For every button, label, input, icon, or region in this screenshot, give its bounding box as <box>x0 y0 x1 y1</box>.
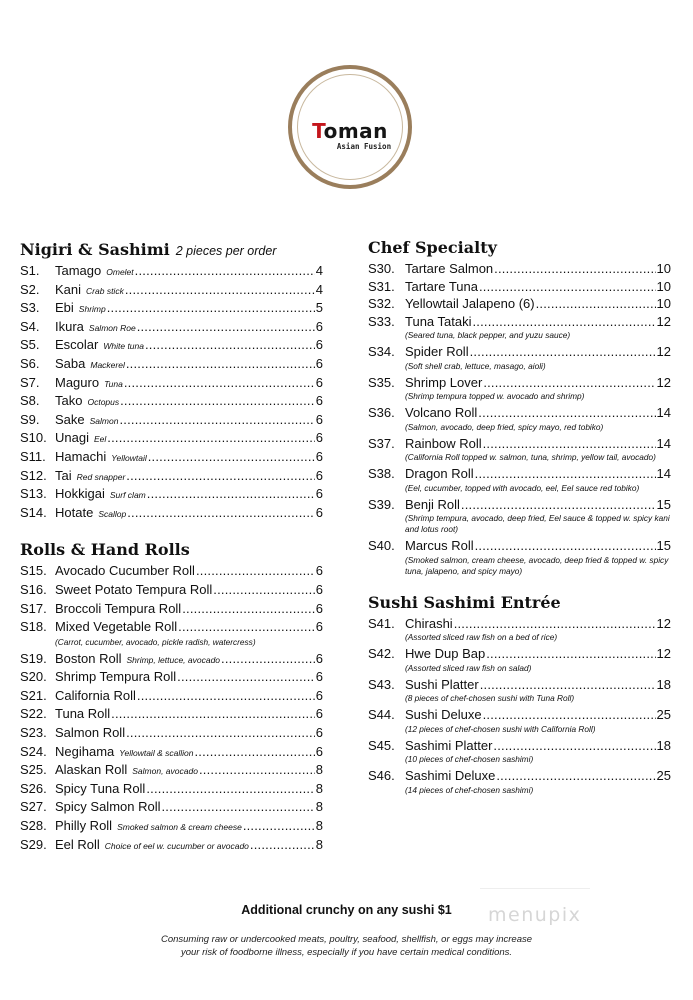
dot-leader <box>486 645 655 663</box>
dot-leader <box>107 429 315 448</box>
menu-item <box>20 817 323 836</box>
item-name: Tai <box>55 467 72 483</box>
logo-name <box>292 119 408 143</box>
dot-leader <box>120 392 315 411</box>
menu-item <box>20 355 323 374</box>
item-price: 25 <box>656 707 671 722</box>
item-name: Negihama <box>55 743 115 759</box>
item-code: S12. <box>20 467 47 483</box>
item-price: 14 <box>656 405 671 420</box>
dot-leader <box>125 281 315 300</box>
item-subtitle: Shrimp, lettuce, avocado <box>126 654 221 665</box>
item-name: Unagi <box>55 430 89 446</box>
item-description: (12 pieces of chef-chosen sushi with California Roll) <box>405 723 596 734</box>
menu-item <box>20 562 323 581</box>
item-code: S9. <box>20 411 40 427</box>
item-subtitle: Smoked salmon & cream cheese <box>117 822 242 833</box>
menu-item <box>368 767 671 785</box>
item-price: 6 <box>315 563 323 579</box>
menu-item <box>368 465 671 483</box>
item-code: S5. <box>20 337 40 353</box>
item-code: S8. <box>20 393 40 409</box>
item-code: S30. <box>368 261 395 276</box>
item-name: Chirashi <box>405 615 453 631</box>
item-subtitle: Scallop <box>98 508 127 519</box>
item-price: 10 <box>656 261 671 276</box>
item-code: S11. <box>20 448 46 464</box>
dot-leader <box>182 600 315 619</box>
item-subtitle: Crab stick <box>86 285 124 296</box>
menu-item <box>20 650 323 669</box>
item-code: S15. <box>20 563 47 579</box>
item-price: 6 <box>315 743 323 759</box>
item-code: S17. <box>20 600 47 616</box>
item-subtitle: Salmon <box>89 415 119 426</box>
menu-item <box>20 336 323 355</box>
item-code: S42. <box>368 646 395 661</box>
menu-item <box>20 485 323 504</box>
item-price: 10 <box>656 296 671 311</box>
item-price: 6 <box>315 504 323 520</box>
item-name: Ikura <box>55 318 84 334</box>
item-code: S22. <box>20 706 47 722</box>
item-price: 12 <box>656 615 671 631</box>
menu-item <box>20 448 323 467</box>
item-description: (14 pieces of chef-chosen sashimi) <box>405 784 534 795</box>
item-name: Spicy Salmon Roll <box>55 799 161 815</box>
menu-item <box>20 836 323 855</box>
menu-item <box>20 743 323 762</box>
menu-item <box>368 645 671 663</box>
menu-item <box>20 668 323 687</box>
dot-leader <box>177 668 315 687</box>
item-name: Avocado Cucumber Roll <box>55 563 195 579</box>
menu-item <box>20 780 323 799</box>
item-description: (Salmon, avocado, deep fried, spicy mayo, red tobiko) <box>405 421 604 432</box>
dot-leader <box>479 278 656 296</box>
menu-item <box>368 404 671 422</box>
logo-name-rest: oman <box>323 119 388 143</box>
item-name: Sushi Platter <box>405 676 479 692</box>
item-price: 6 <box>315 448 323 464</box>
item-subtitle: Salmon Roe <box>88 322 136 333</box>
item-price: 6 <box>315 393 323 409</box>
item-name: Rainbow Roll <box>405 435 482 451</box>
menu-item <box>368 737 671 755</box>
item-code: S40. <box>368 538 395 553</box>
item-code: S1. <box>20 263 40 278</box>
dot-leader <box>478 404 655 422</box>
item-subtitle: Omelet <box>106 267 134 277</box>
item-code: S24. <box>20 743 47 759</box>
dot-leader <box>135 262 315 281</box>
item-price: 25 <box>656 768 671 783</box>
item-price: 6 <box>315 669 323 685</box>
item-subtitle: White tuna <box>103 341 144 352</box>
dot-leader <box>483 706 656 724</box>
item-description: (Soft shell crab, lettuce, masago, aioli) <box>405 360 546 371</box>
rolls-list <box>20 562 323 854</box>
item-name: Tuna Roll <box>55 706 111 722</box>
item-name: Philly Roll <box>55 818 113 834</box>
menu-item <box>368 278 671 296</box>
dot-leader <box>126 355 315 374</box>
disclaimer-line-1: Consuming raw or undercooked meats, poultry, seafood, shellfish, or eggs may increase <box>160 934 533 945</box>
item-price: 6 <box>315 725 323 741</box>
dot-leader <box>146 780 314 799</box>
entree-list <box>368 615 671 796</box>
dot-leader <box>148 448 315 467</box>
menu-item <box>20 600 323 619</box>
dot-leader <box>536 295 656 313</box>
item-price: 6 <box>315 467 323 483</box>
item-price: 14 <box>656 435 671 451</box>
item-code: S21. <box>20 687 47 703</box>
item-name: Benji Roll <box>405 496 460 512</box>
item-price: 6 <box>315 374 323 390</box>
item-price: 6 <box>315 600 323 616</box>
item-code: S44. <box>368 707 395 722</box>
item-code: S35. <box>368 374 395 390</box>
dot-leader <box>494 260 655 278</box>
item-name: Marcus Roll <box>405 538 474 553</box>
item-name: Hamachi <box>55 448 107 464</box>
item-name: Sushi Deluxe <box>405 707 482 722</box>
item-price: 18 <box>656 737 671 753</box>
menu-item <box>20 724 323 743</box>
item-name: Volcano Roll <box>405 405 478 420</box>
dot-leader <box>213 581 314 600</box>
dot-leader <box>107 299 315 318</box>
item-name: Hwe Dup Bap <box>405 646 486 661</box>
item-price: 8 <box>315 836 323 852</box>
dot-leader <box>243 817 315 836</box>
item-name: Tartare Tuna <box>405 278 478 294</box>
item-code: S4. <box>20 318 40 334</box>
item-price: 12 <box>656 344 671 359</box>
dot-leader <box>178 618 315 637</box>
item-price: 6 <box>315 687 323 703</box>
menu-item <box>20 687 323 706</box>
menu-item <box>368 435 671 453</box>
item-subtitle: Mackerel <box>90 359 125 370</box>
right-column <box>368 238 671 798</box>
dot-leader <box>127 504 315 523</box>
menu-item <box>20 392 323 411</box>
item-code: S31. <box>368 278 395 294</box>
item-price: 6 <box>315 650 323 666</box>
restaurant-logo <box>288 65 412 189</box>
item-code: S28. <box>20 818 47 834</box>
item-name: Spicy Tuna Roll <box>55 780 146 796</box>
menu-item <box>368 496 671 514</box>
item-description: (10 pieces of chef-chosen sashimi) <box>405 754 534 764</box>
item-description: (Assorted sliced raw fish on salad) <box>405 662 532 673</box>
item-name: Dragon Roll <box>405 466 474 481</box>
dot-leader <box>124 374 315 393</box>
nigiri-section-title <box>20 240 323 262</box>
item-name: Tuna Tataki <box>405 313 472 329</box>
item-description: (Carrot, cucumber, avocado, pickle radish, watercress) <box>55 636 256 647</box>
item-price: 12 <box>656 313 671 329</box>
item-price: 14 <box>656 466 671 481</box>
menu-item <box>368 260 671 278</box>
item-name: Hotate <box>55 504 94 520</box>
item-description: (Eel, cucumber, topped with avocado, eel, Eel sauce red tobiko) <box>405 482 640 493</box>
item-code: S32. <box>368 296 395 311</box>
dot-leader <box>111 705 315 724</box>
item-code: S41. <box>368 615 395 631</box>
menu-item <box>368 374 671 392</box>
item-name: Ebi <box>55 300 74 316</box>
menu-item <box>20 618 323 637</box>
item-name: Sashimi Deluxe <box>405 768 496 783</box>
item-price: 12 <box>656 646 671 661</box>
dot-leader <box>480 676 656 694</box>
item-price: 10 <box>656 278 671 294</box>
dot-leader <box>250 836 315 855</box>
dot-leader <box>221 650 315 669</box>
dot-leader <box>126 467 314 486</box>
item-price: 4 <box>315 263 323 278</box>
item-code: S26. <box>20 780 47 796</box>
menu-item <box>368 706 671 724</box>
item-subtitle: Yellowtail & scallion <box>119 747 194 758</box>
dot-leader <box>461 496 656 514</box>
item-code: S29. <box>20 836 47 852</box>
menu-item <box>20 761 323 780</box>
item-price: 15 <box>656 538 671 553</box>
item-price: 6 <box>315 430 323 446</box>
item-code: S27. <box>20 799 47 815</box>
item-code: S46. <box>368 768 395 783</box>
item-description: (Shrimp tempura topped w. avocado and shrimp) <box>405 391 585 401</box>
item-name: Yellowtail Jalapeno (6) <box>405 296 535 311</box>
item-name: Sake <box>55 411 85 427</box>
item-price: 4 <box>315 281 323 297</box>
item-subtitle: Salmon, avocado <box>132 766 198 777</box>
item-code: S39. <box>368 496 395 512</box>
left-column <box>20 240 323 854</box>
dot-leader <box>137 687 315 706</box>
item-price: 6 <box>315 318 323 334</box>
logo-tagline: Asian Fusion <box>336 142 392 151</box>
item-name: California Roll <box>55 687 136 703</box>
dot-leader <box>454 615 656 633</box>
dot-leader <box>119 411 314 430</box>
health-disclaimer <box>0 933 693 959</box>
item-code: S7. <box>20 374 40 390</box>
item-subtitle: Red snapper <box>76 471 126 482</box>
item-code: S3. <box>20 300 40 316</box>
item-price: 8 <box>315 762 323 778</box>
disclaimer-line-2: your risk of foodborne illness, especially if you have certain medical conditions. <box>180 947 513 958</box>
menu-item <box>20 262 323 281</box>
menu-item <box>368 295 671 313</box>
item-code: S23. <box>20 725 47 741</box>
dot-leader <box>475 465 656 483</box>
item-code: S33. <box>368 313 395 329</box>
dot-leader <box>147 485 315 504</box>
item-name: Alaskan Roll <box>55 762 128 778</box>
item-code: S43. <box>368 676 395 692</box>
item-code: S25. <box>20 762 47 778</box>
item-price: 6 <box>315 355 323 371</box>
item-code: S10. <box>20 430 47 446</box>
item-subtitle: Octopus <box>87 397 120 408</box>
crunchy-note: Additional crunchy on any sushi $1 <box>241 903 452 917</box>
item-price: 6 <box>315 337 323 353</box>
item-price: 8 <box>315 818 323 834</box>
item-code: S20. <box>20 669 47 685</box>
item-price: 18 <box>656 676 671 692</box>
item-price: 6 <box>315 619 323 635</box>
menu-item <box>20 299 323 318</box>
menu-item <box>20 504 323 523</box>
item-price: 12 <box>656 374 671 390</box>
menu-item <box>368 313 671 331</box>
item-code: S34. <box>368 344 395 359</box>
rolls-section-title: Rolls & Hand Rolls <box>20 540 190 560</box>
menu-item <box>20 581 323 600</box>
menu-item <box>20 705 323 724</box>
item-code: S37. <box>368 435 395 451</box>
item-price: 6 <box>315 706 323 722</box>
item-subtitle: Shrimp <box>78 304 106 315</box>
item-code: S6. <box>20 355 40 371</box>
dot-leader <box>137 318 315 337</box>
dot-leader <box>196 562 315 581</box>
entree-section-title: Sushi Sashimi Entrée <box>368 592 561 612</box>
dot-leader <box>493 737 655 755</box>
item-code: S13. <box>20 486 47 502</box>
item-price: 8 <box>315 799 323 815</box>
item-price: 6 <box>315 581 323 597</box>
item-price: 6 <box>315 486 323 502</box>
item-description: (Assorted sliced raw fish on a bed of rice) <box>405 632 558 642</box>
menu-item <box>20 281 323 300</box>
item-code: S36. <box>368 405 395 420</box>
item-description: (8 pieces of chef-chosen sushi with Tuna Roll) <box>405 693 575 703</box>
chef-section-title: Chef Specialty <box>368 238 497 257</box>
dot-leader <box>483 435 656 453</box>
menu-item <box>368 615 671 633</box>
item-subtitle: Surf clam <box>109 490 146 501</box>
item-name: Mixed Vegetable Roll <box>55 619 178 635</box>
logo-initial: T <box>312 119 324 143</box>
menu-item <box>20 798 323 817</box>
item-code: S2. <box>20 281 40 297</box>
item-name: Eel Roll <box>55 836 100 852</box>
item-description: (California Roll topped w. salmon, tuna, shrimp, yellow tail, avocado) <box>405 452 656 462</box>
item-subtitle: Choice of eel w. cucumber or avocado <box>104 840 249 851</box>
item-name: Kani <box>55 281 82 297</box>
item-name: Escolar <box>55 337 99 353</box>
item-name: Hokkigai <box>55 486 105 502</box>
item-price: 6 <box>315 411 323 427</box>
item-price: 8 <box>315 780 323 796</box>
dot-leader <box>483 374 655 392</box>
dot-leader <box>199 761 315 780</box>
menu-item <box>368 343 671 361</box>
watermark-line <box>480 888 590 889</box>
dot-leader <box>475 537 656 555</box>
item-code: S18. <box>20 619 47 635</box>
item-name: Tako <box>55 393 83 409</box>
chef-list <box>368 260 671 577</box>
menu-item <box>20 411 323 430</box>
dot-leader <box>496 767 655 785</box>
item-description: (Shrimp tempura, avocado, deep fried, Eel sauce & topped w. spicy kani and lotus root) <box>405 513 670 534</box>
dot-leader <box>470 343 656 361</box>
dot-leader <box>162 798 315 817</box>
item-subtitle: Tuna <box>104 378 123 389</box>
menu-item <box>20 429 323 448</box>
item-code: S45. <box>368 737 395 753</box>
menu-item <box>20 318 323 337</box>
dot-leader <box>473 313 656 331</box>
menu-item <box>368 676 671 694</box>
menu-item <box>20 467 323 486</box>
item-name: Sweet Potato Tempura Roll <box>55 581 213 597</box>
item-name: Maguro <box>55 374 100 390</box>
menu-item <box>20 374 323 393</box>
item-name: Salmon Roll <box>55 725 126 741</box>
item-code: S38. <box>368 466 395 481</box>
item-name: Saba <box>55 355 86 371</box>
item-code: S16. <box>20 581 47 597</box>
item-code: S19. <box>20 650 47 666</box>
item-name: Shrimp Lover <box>405 374 483 390</box>
dot-leader <box>194 743 314 762</box>
item-code: S14. <box>20 504 47 520</box>
item-name: Tartare Salmon <box>405 261 494 276</box>
item-name: Broccoli Tempura Roll <box>55 600 182 616</box>
item-name: Boston Roll <box>55 650 122 666</box>
watermark-text: menupix <box>488 904 582 926</box>
item-price: 15 <box>656 496 671 512</box>
item-name: Spider Roll <box>405 344 469 359</box>
item-name: Tamago <box>55 263 102 278</box>
nigiri-list <box>20 262 323 522</box>
dot-leader <box>126 724 315 743</box>
item-subtitle: Eel <box>93 434 107 445</box>
nigiri-title: Nigiri & Sashimi <box>20 240 170 259</box>
dot-leader <box>145 336 315 355</box>
menu-item <box>368 537 671 555</box>
item-description: (Seared tuna, black pepper, and yuzu sauce) <box>405 330 571 340</box>
item-name: Shrimp Tempura Roll <box>55 669 177 685</box>
item-price: 5 <box>315 300 323 316</box>
item-name: Sashimi Platter <box>405 737 493 753</box>
item-description: (Smoked salmon, cream cheese, avocado, deep fried & topped w. spicy tuna, jalapeno, and spicy mayo) <box>405 554 669 576</box>
item-subtitle: Yellowtail <box>111 452 147 463</box>
nigiri-note: 2 pieces per order <box>175 244 277 258</box>
